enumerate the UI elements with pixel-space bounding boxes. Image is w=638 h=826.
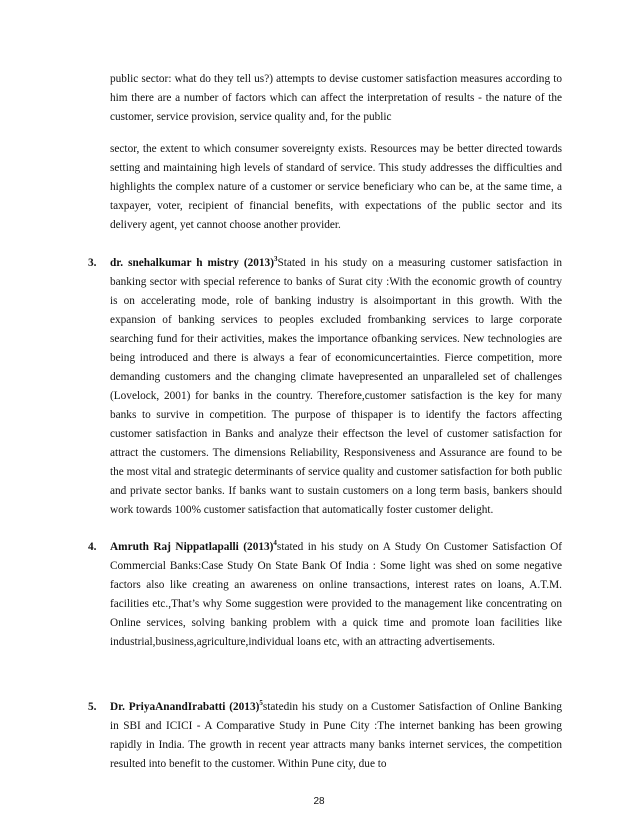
list-item-body: [110, 538, 562, 652]
list-item-number: 3.: [88, 257, 97, 269]
list-item-body: [110, 698, 562, 774]
footnote-marker: 3: [273, 255, 278, 264]
list-item-body: [110, 254, 562, 520]
citation-author: dr. snehalkumar h mistry (2013): [110, 257, 274, 269]
list-item-text: stated in his study on A Study On Customer Satisfaction Of Commercial Banks:Case Study On State Bank Of India : Some light was shed on some negative factors also like creating an awareness on online transactions, interest rates on loans, A.T.M. facilities etc.,That’s why Some suggestion were provided to the management like concentrating on Online services, solving banking problem with a quick time and promote loan facilities like industrial,business,agriculture,individual loans etc, with an attracting advertisements.: [110, 541, 562, 648]
list-item-text: Stated in his study on a measuring customer satisfaction in banking sector with special reference to banks of Surat city :With the economic growth of country is on accelerating mode, role of banking industry is alsoimportant in this growth. With the expansion of banking services to peoples excluded frombanking services to large corporate searching fund for their activities, makes the importance ofbanking services. New technologies are being introduced and there is always a fear of economicuncertainties. Fierce competition, more demanding customers and the changing climate havepresented an unparalleled set of challenges (Lovelock, 2001) for banks in the country. Therefore,customer satisfaction is the key for many banks to survive in competition. The purpose of thispaper is to identify the factors affecting customer satisfaction in Banks and analyze their effectson the level of customer satisfaction for attract the customers. The dimensions Reliability, Responsiveness and Assurance are found to be the most vital and strategic determinants of service quality and customer satisfaction for both public and private sector banks. If banks want to sustain customers on a long term basis, bankers should work towards 100% customer satisfaction that automatically foster customer delight.: [110, 257, 562, 516]
list-item-text: statedin his study on a Customer Satisfaction of Online Banking in SBI and ICICI - A Comparative Study in Pune City :The internet banking has been growing rapidly in India. The growth in recent year attracts many banks internet services, the competition resulted into benefit to the customer. Within Pune city, due to: [110, 701, 563, 770]
footnote-marker: 4: [273, 539, 277, 548]
paragraph-continued-1: public sector: what do they tell us?) attempts to devise customer satisfaction measures according to him there are a number of factors which can affect the interpretation of results - the nature of the customer, service provision, service quality and, for the public: [110, 73, 562, 123]
list-item-number: 4.: [88, 541, 97, 553]
citation-author: Dr. PriyaAnandIrabatti (2013): [110, 701, 260, 713]
list-item-4: [88, 538, 562, 652]
list-item-5: [88, 698, 562, 774]
list-item-number: 5.: [88, 701, 97, 713]
list-item-3: [88, 254, 562, 520]
footnote-marker: 5: [259, 699, 263, 708]
paragraph-continued-2: sector, the extent to which consumer sovereignty exists. Resources may be better directed towards setting and maintaining high levels of standard of service. This study addresses the difficulties and highlights the complex nature of a customer or service beneficiary who can be, at the same time, a taxpayer, voter, recipient of financial benefits, with expectations of the public sector and its delivery agent, yet cannot choose another provider.: [110, 143, 562, 231]
citation-author: Amruth Raj Nippatlapalli (2013): [110, 541, 274, 553]
page-number: 28: [313, 796, 325, 807]
